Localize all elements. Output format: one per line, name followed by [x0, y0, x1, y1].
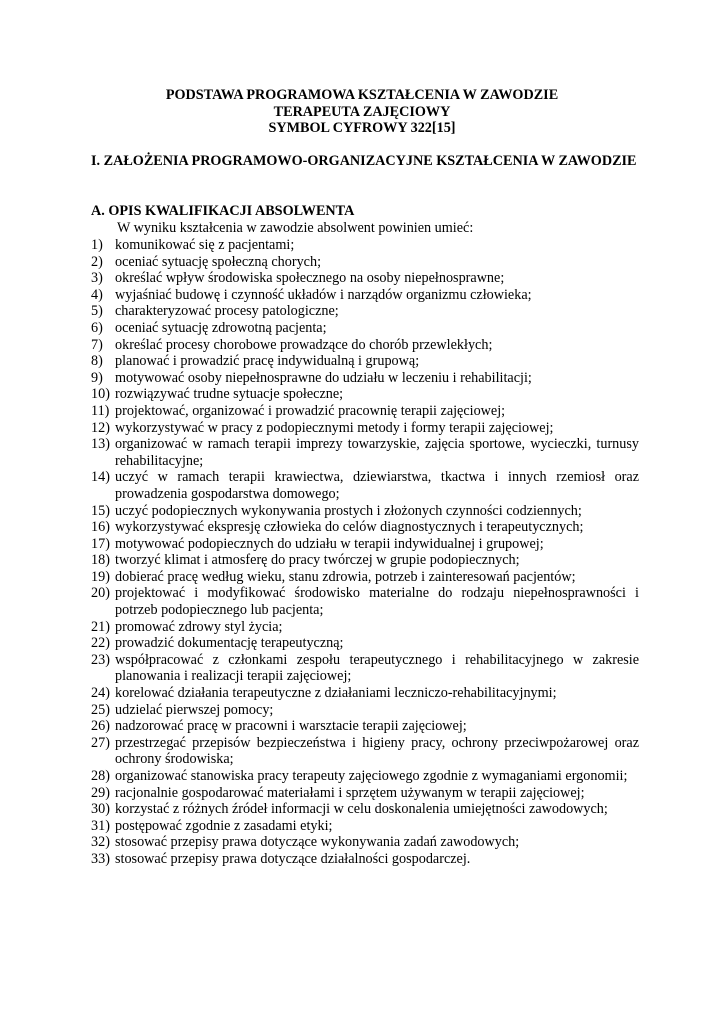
list-item-number: 19): [91, 568, 110, 585]
list-item-text: motywować podopiecznych do udziału w terapii indywidualnej i grupowej;: [115, 535, 544, 552]
document-title: [0, 87, 724, 137]
list-item-number: 31): [91, 817, 110, 834]
list-item-text: oceniać sytuację społeczną chorych;: [115, 253, 322, 270]
list-item-number: 7): [91, 336, 103, 353]
list-item-number: 33): [91, 850, 110, 867]
list-item-text: korelować działania terapeutyczne z działaniami leczniczo-rehabilitacyjnymi;: [115, 685, 557, 702]
list-item-text: prowadzić dokumentację terapeutyczną;: [115, 635, 344, 652]
list-item: [91, 503, 639, 520]
list-item-text: tworzyć klimat i atmosferę do pracy twórczej w grupie podopiecznych;: [115, 552, 520, 569]
qualification-list: [91, 237, 639, 868]
list-item-number: 6): [91, 319, 103, 336]
list-item-text: projektować i modyfikować środowisko materialne do rodzaju niepełnosprawności i potrzeb podopiecznego lub pacjenta;: [115, 585, 639, 619]
list-item-text: stosować przepisy prawa dotyczące wykonywania zadań zawodowych;: [115, 834, 520, 851]
list-item: [91, 735, 639, 768]
list-item: [91, 403, 639, 420]
list-item: [91, 386, 639, 403]
list-item-text: uczyć w ramach terapii krawiectwa, dziewiarstwa, tkactwa i innych rzemiosł oraz prowadzenia gospodarstwa domowego;: [115, 469, 639, 502]
list-item-text: postępować zgodnie z zasadami etyki;: [115, 817, 333, 834]
list-item-number: 5): [91, 303, 103, 320]
list-item: [91, 818, 639, 835]
list-item-text: przestrzegać przepisów bezpieczeństwa i higieny pracy, ochrony przeciwpożarowej oraz ochrony środowiska;: [115, 734, 639, 768]
list-item-number: 9): [91, 369, 103, 386]
list-item-number: 29): [91, 784, 110, 801]
list-item: [91, 702, 639, 719]
list-item: [91, 635, 639, 652]
list-item: [91, 469, 639, 502]
list-item-number: 12): [91, 419, 110, 436]
list-item-text: uczyć podopiecznych wykonywania prostych i złożonych czynności codziennych;: [115, 502, 582, 519]
list-item-number: 14): [91, 469, 110, 486]
list-item-number: 21): [91, 618, 110, 635]
list-item-number: 28): [91, 768, 110, 784]
intro-text: W wyniku kształcenia w zawodzie absolwent powinien umieć:: [117, 220, 474, 236]
list-item: [91, 718, 639, 735]
title-line-3: SYMBOL CYFROWY 322[15]: [268, 120, 456, 137]
list-item-text: określać procesy chorobowe prowadzące do chorób przewlekłych;: [115, 336, 493, 353]
list-item: [91, 519, 639, 536]
list-item-text: wykorzystywać ekspresję człowieka do celów diagnostycznych i terapeutycznych;: [115, 519, 584, 536]
list-item-number: 10): [91, 386, 110, 403]
list-item-number: 16): [91, 519, 110, 536]
list-item-number: 25): [91, 701, 110, 718]
list-item-number: 13): [91, 436, 110, 453]
subsection-heading: A. OPIS KWALIFIKACJI ABSOLWENTA: [91, 203, 355, 219]
list-item-text: wyjaśniać budowę i czynność układów i narządów organizmu człowieka;: [115, 286, 532, 303]
list-item: [91, 536, 639, 553]
list-item-text: planować i prowadzić pracę indywidualną i grupową;: [115, 353, 420, 370]
list-item-text: rozwiązywać trudne sytuacje społeczne;: [115, 386, 344, 403]
list-item-text: projektować, organizować i prowadzić pracownię terapii zajęciowej;: [115, 402, 506, 419]
section-heading: I. ZAŁOŻENIA PROGRAMOWO-ORGANIZACYJNE KSZTAŁCENIA W ZAWODZIE: [91, 153, 637, 169]
list-item: [91, 585, 639, 618]
list-item: [91, 420, 639, 437]
list-item-number: 4): [91, 286, 103, 303]
title-line-1: PODSTAWA PROGRAMOWA KSZTAŁCENIA W ZAWODZIE: [165, 87, 559, 103]
list-item-number: 11): [91, 402, 110, 419]
list-item-text: organizować stanowiska pracy terapeuty zajęciowego zgodnie z wymaganiami ergonomii;: [115, 768, 628, 784]
list-item-number: 26): [91, 718, 110, 735]
list-item: [91, 619, 639, 636]
list-item: [91, 303, 639, 320]
list-item: [91, 320, 639, 337]
list-item: [91, 270, 639, 287]
list-item-text: nadzorować pracę w pracowni i warsztacie terapii zajęciowej;: [115, 718, 467, 735]
title-line-2: TERAPEUTA ZAJĘCIOWY: [273, 103, 451, 120]
list-item-number: 22): [91, 635, 110, 652]
list-item: [91, 851, 639, 868]
list-item-text: udzielać pierwszej pomocy;: [115, 701, 274, 718]
list-item: [91, 768, 639, 785]
list-item: [91, 353, 639, 370]
list-item-text: określać wpływ środowiska społecznego na osoby niepełnosprawne;: [115, 270, 505, 287]
list-item-number: 27): [91, 734, 110, 751]
list-item-number: 17): [91, 535, 110, 552]
list-item-text: promować zdrowy styl życia;: [115, 618, 283, 635]
list-item-number: 30): [91, 801, 110, 818]
list-item-number: 32): [91, 834, 110, 851]
list-item-text: charakteryzować procesy patologiczne;: [115, 303, 339, 320]
list-item-number: 1): [91, 237, 103, 253]
list-item: [91, 834, 639, 851]
list-item-text: współpracować z członkami zespołu terapeutycznego i rehabilitacyjnego w zakresie planowania i realizacji terapii zajęciowej;: [115, 651, 639, 685]
list-item-text: racjonalnie gospodarować materiałami i sprzętem używanym w terapii zajęciowej;: [115, 784, 585, 801]
list-item-number: 15): [91, 502, 110, 519]
list-item-number: 3): [91, 270, 103, 287]
list-item-number: 23): [91, 651, 110, 668]
list-item: [91, 337, 639, 354]
list-item-number: 2): [91, 253, 103, 270]
list-item-text: organizować w ramach terapii imprezy towarzyskie, zajęcia sportowe, wycieczki, turnusy rehabilitacyjne;: [115, 436, 639, 469]
list-item-number: 8): [91, 353, 103, 370]
list-item: [91, 436, 639, 469]
list-item: [91, 685, 639, 702]
list-item-text: dobierać pracę według wieku, stanu zdrowia, potrzeb i zainteresowań pacjentów;: [115, 568, 576, 585]
list-item-text: motywować osoby niepełnosprawne do udziału w leczeniu i rehabilitacji;: [115, 369, 532, 386]
list-item: [91, 287, 639, 304]
list-item: [91, 569, 639, 586]
list-item-text: oceniać sytuację zdrowotną pacjenta;: [115, 319, 327, 336]
list-item-text: komunikować się z pacjentami;: [115, 237, 295, 253]
list-item: [91, 254, 639, 271]
list-item-number: 18): [91, 552, 110, 569]
list-item-text: stosować przepisy prawa dotyczące działalności gospodarczej.: [115, 850, 471, 867]
list-item: [91, 370, 639, 387]
list-item: [91, 652, 639, 685]
list-item-text: korzystać z różnych źródeł informacji w celu doskonalenia umiejętności zawodowych;: [115, 801, 608, 818]
list-item: [91, 785, 639, 802]
list-item-number: 20): [91, 585, 110, 602]
list-item-text: wykorzystywać w pracy z podopiecznymi metody i formy terapii zajęciowej;: [115, 419, 554, 436]
list-item-number: 24): [91, 685, 110, 702]
list-item: [91, 237, 639, 254]
list-item: [91, 552, 639, 569]
list-item: [91, 801, 639, 818]
